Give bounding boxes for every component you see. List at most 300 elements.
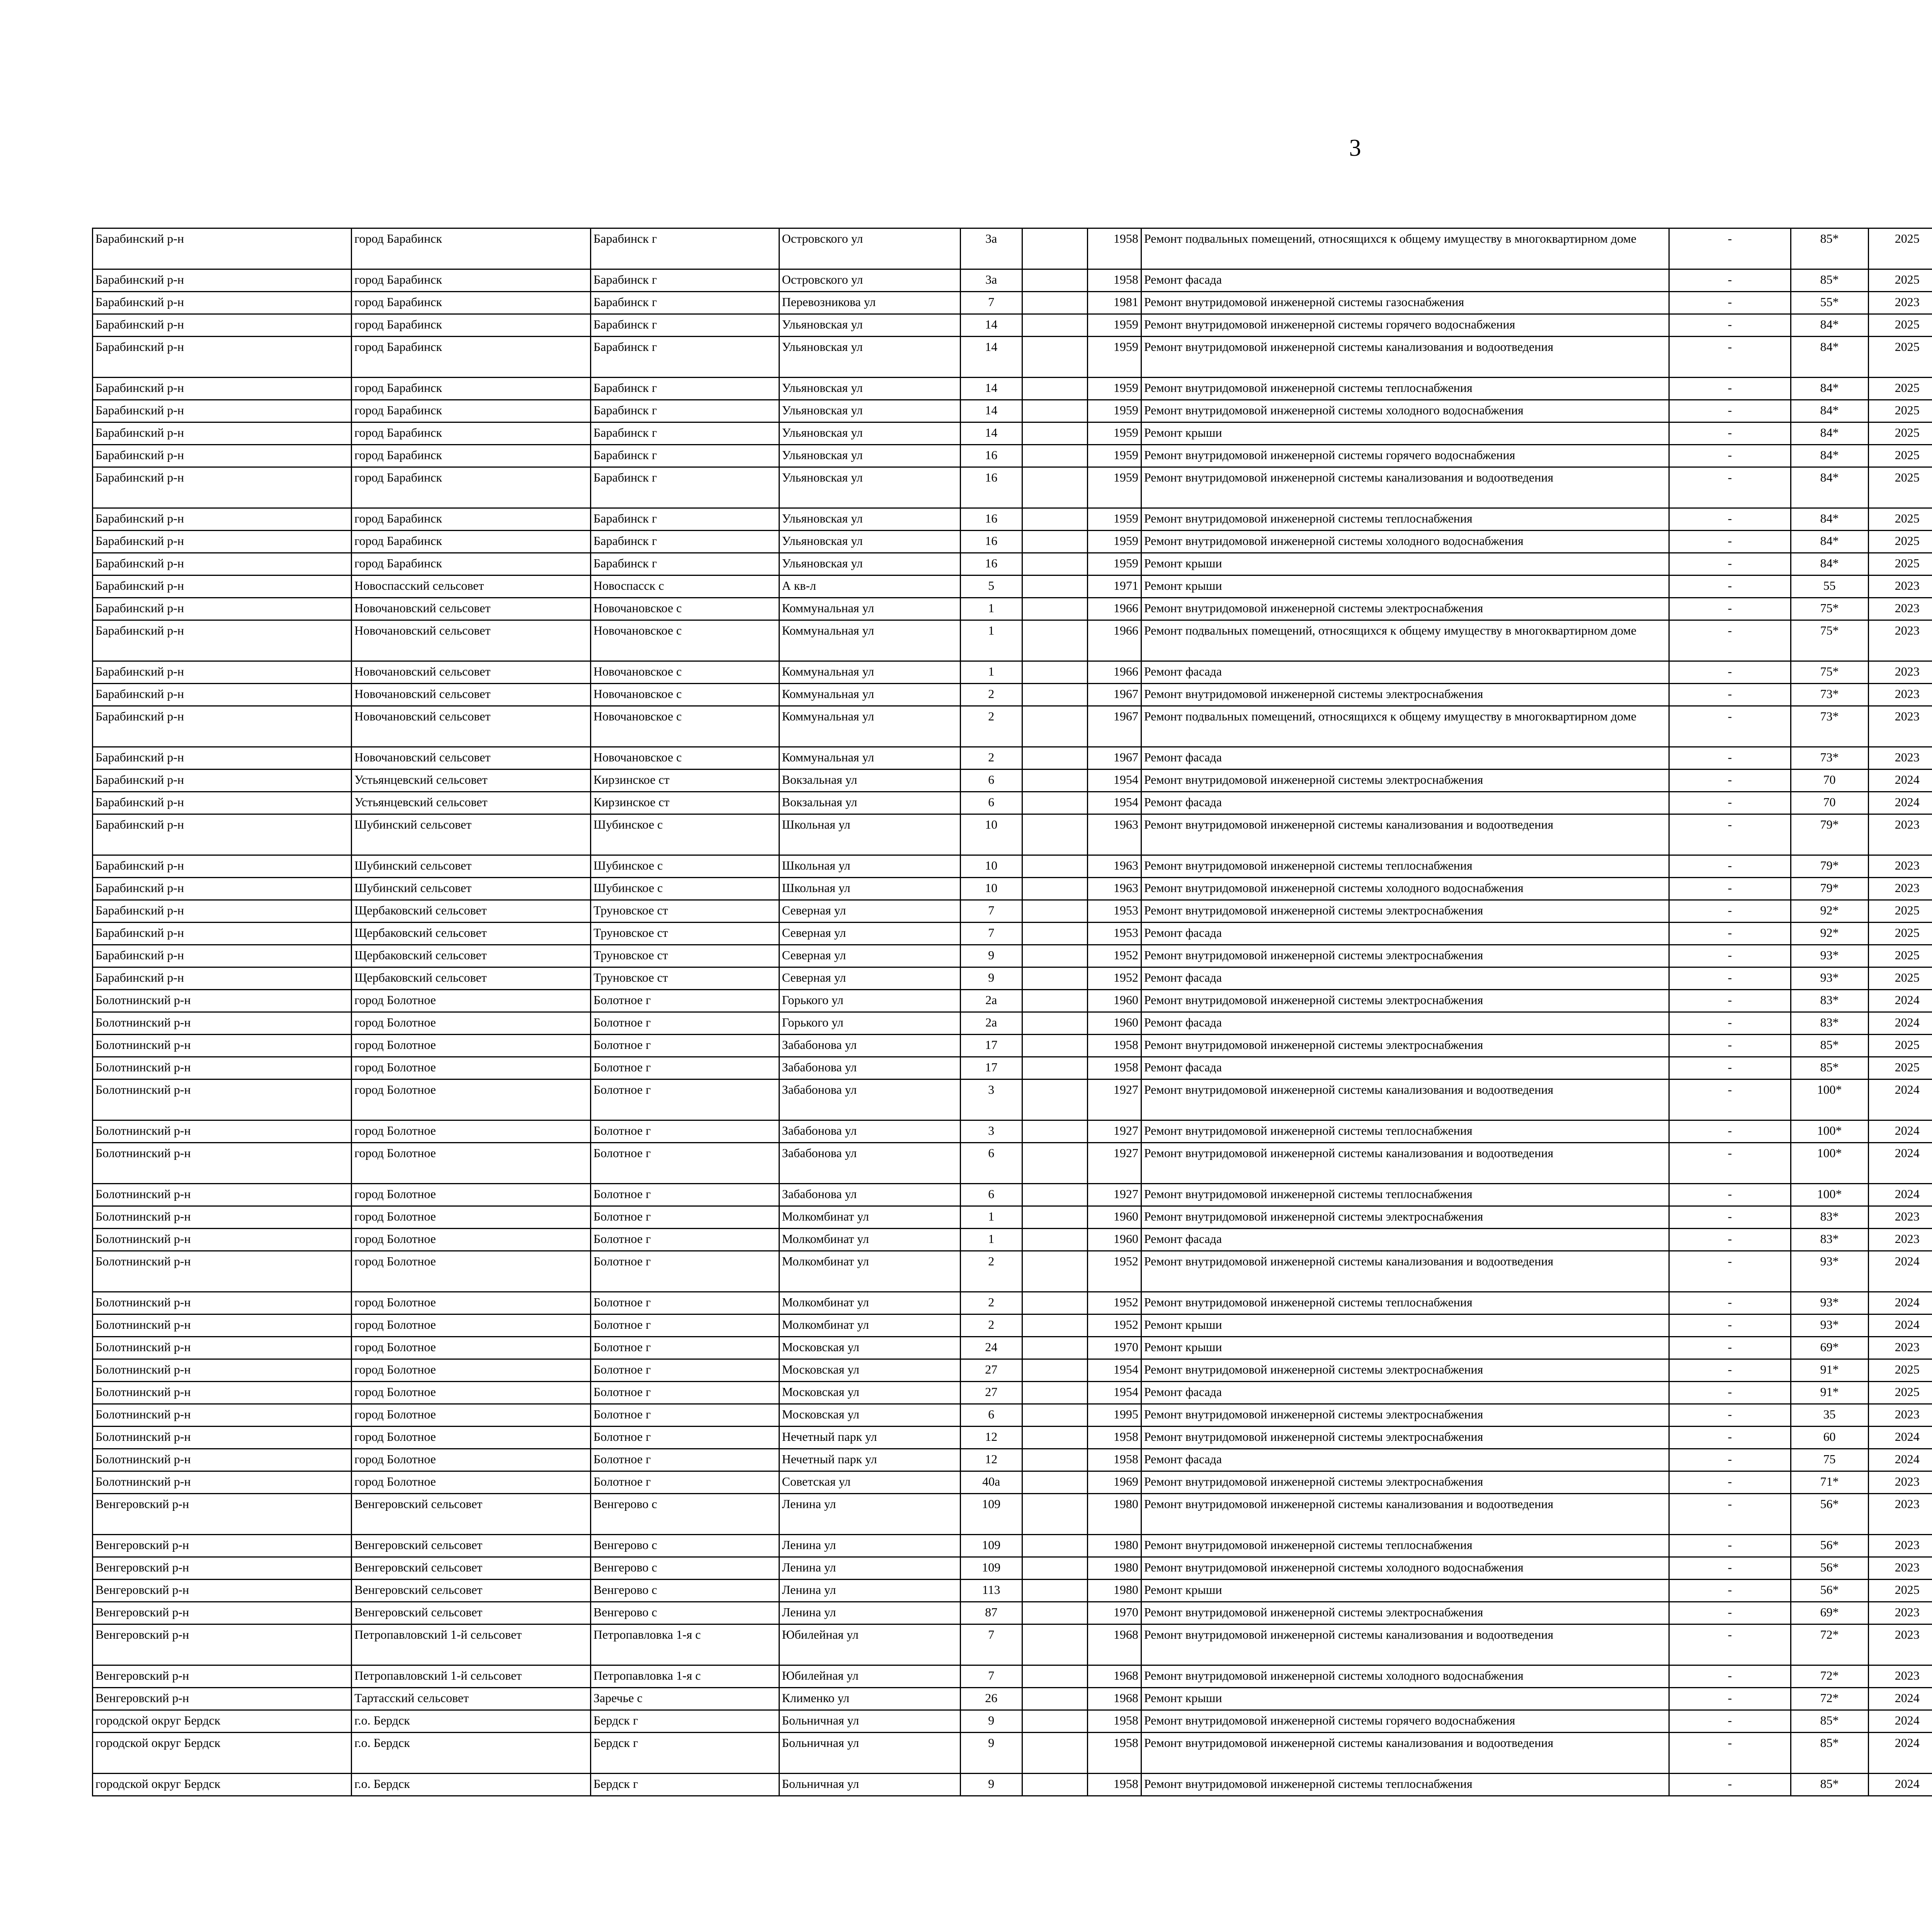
plan-year-cell: 2025 [1868,314,1932,337]
dash-cell: - [1669,467,1791,508]
municipality-cell: город Барабинск [352,269,591,292]
building-cell [1022,445,1087,467]
street-cell: Забабонова ул [779,1184,960,1206]
municipality-cell: город Болотное [352,1382,591,1404]
plan-year-cell: 2024 [1868,1314,1932,1337]
building-cell [1022,1710,1087,1733]
district-cell: Болотнинский р-н [93,1184,352,1206]
work-type-cell: Ремонт фасада [1141,792,1669,814]
settlement-cell: Петропавловка 1-я с [590,1665,779,1688]
settlement-cell: Кирзинское ст [590,792,779,814]
settlement-cell: Шубинское с [590,814,779,855]
district-cell: Венгеровский р-н [93,1624,352,1665]
house-number-cell: 14 [960,314,1022,337]
wear-percent-cell: 92* [1791,900,1868,923]
district-cell: Болотнинский р-н [93,1229,352,1251]
municipality-cell: Новочановский сельсовет [352,706,591,747]
wear-percent-cell: 72* [1791,1624,1868,1665]
work-type-cell: Ремонт внутридомовой инженерной системы электроснабжения [1141,684,1669,706]
construction-year-cell: 1958 [1087,269,1141,292]
district-cell: Барабинский р-н [93,814,352,855]
table-row [93,1580,1932,1602]
district-cell: Барабинский р-н [93,531,352,553]
municipality-cell: Венгеровский сельсовет [352,1494,591,1535]
wear-percent-cell: 93* [1791,945,1868,967]
table-row [93,900,1932,923]
dash-cell: - [1669,967,1791,990]
table-row [93,1251,1932,1292]
settlement-cell: Венгерово с [590,1557,779,1580]
wear-percent-cell: 93* [1791,1251,1868,1292]
street-cell: Больничная ул [779,1710,960,1733]
house-number-cell: 3 [960,1120,1022,1143]
plan-year-cell: 2025 [1868,1057,1932,1079]
work-type-cell: Ремонт фасада [1141,1382,1669,1404]
wear-percent-cell: 85* [1791,1035,1868,1057]
construction-year-cell: 1966 [1087,661,1141,684]
house-number-cell: 1 [960,1206,1022,1229]
building-cell [1022,531,1087,553]
house-number-cell: 6 [960,792,1022,814]
municipality-cell: город Барабинск [352,508,591,531]
district-cell: Барабинский р-н [93,706,352,747]
municipality-cell: город Болотное [352,1427,591,1449]
street-cell: Ульяновская ул [779,445,960,467]
settlement-cell: Труновское ст [590,967,779,990]
wear-percent-cell: 75* [1791,598,1868,620]
dash-cell: - [1669,1449,1791,1471]
settlement-cell: Новочановское с [590,598,779,620]
table-row [93,792,1932,814]
settlement-cell: Барабинск г [590,531,779,553]
settlement-cell: Заречье с [590,1688,779,1710]
table-row [93,923,1932,945]
settlement-cell: Барабинск г [590,378,779,400]
plan-year-cell: 2023 [1868,706,1932,747]
street-cell: Забабонова ул [779,1057,960,1079]
municipality-cell: город Болотное [352,1359,591,1382]
building-cell [1022,1624,1087,1665]
wear-percent-cell: 100* [1791,1143,1868,1184]
wear-percent-cell: 72* [1791,1688,1868,1710]
table-row [93,1337,1932,1359]
construction-year-cell: 1954 [1087,1359,1141,1382]
table-row [93,1012,1932,1035]
building-cell [1022,553,1087,575]
table-row [93,337,1932,378]
dash-cell: - [1669,706,1791,747]
table-row [93,990,1932,1012]
street-cell: Островского ул [779,269,960,292]
district-cell: Барабинский р-н [93,900,352,923]
building-cell [1022,1292,1087,1314]
wear-percent-cell: 85* [1791,1057,1868,1079]
settlement-cell: Болотное г [590,1057,779,1079]
construction-year-cell: 1969 [1087,1471,1141,1494]
construction-year-cell: 1958 [1087,1774,1141,1796]
work-type-cell: Ремонт внутридомовой инженерной системы электроснабжения [1141,770,1669,792]
construction-year-cell: 1970 [1087,1602,1141,1624]
municipality-cell: город Барабинск [352,467,591,508]
building-cell [1022,1580,1087,1602]
work-type-cell: Ремонт внутридомовой инженерной системы канализования и водоотведения [1141,1251,1669,1292]
municipality-cell: Новочановский сельсовет [352,620,591,661]
table-row [93,945,1932,967]
work-type-cell: Ремонт крыши [1141,422,1669,445]
building-cell [1022,378,1087,400]
wear-percent-cell: 35 [1791,1404,1868,1427]
dash-cell: - [1669,1337,1791,1359]
municipality-cell: город Болотное [352,1035,591,1057]
wear-percent-cell: 60 [1791,1427,1868,1449]
plan-year-cell: 2023 [1868,1494,1932,1535]
building-cell [1022,814,1087,855]
house-number-cell: 109 [960,1557,1022,1580]
street-cell: Ульяновская ул [779,422,960,445]
plan-year-cell: 2023 [1868,1557,1932,1580]
dash-cell: - [1669,445,1791,467]
construction-year-cell: 1966 [1087,598,1141,620]
street-cell: Московская ул [779,1359,960,1382]
work-type-cell: Ремонт крыши [1141,1337,1669,1359]
building-cell [1022,314,1087,337]
capital-repair-table [92,228,1932,1796]
settlement-cell: Болотное г [590,1079,779,1120]
building-cell [1022,1535,1087,1557]
wear-percent-cell: 100* [1791,1079,1868,1120]
municipality-cell: город Барабинск [352,445,591,467]
table-row [93,878,1932,900]
settlement-cell: Болотное г [590,1359,779,1382]
plan-year-cell: 2024 [1868,1688,1932,1710]
settlement-cell: Болотное г [590,990,779,1012]
construction-year-cell: 1960 [1087,990,1141,1012]
house-number-cell: 7 [960,1665,1022,1688]
wear-percent-cell: 85* [1791,1710,1868,1733]
street-cell: Молкомбинат ул [779,1251,960,1292]
dash-cell: - [1669,1314,1791,1337]
plan-year-cell: 2024 [1868,1251,1932,1292]
house-number-cell: 14 [960,337,1022,378]
street-cell: Молкомбинат ул [779,1206,960,1229]
plan-year-cell: 2023 [1868,1337,1932,1359]
municipality-cell: Щербаковский сельсовет [352,967,591,990]
settlement-cell: Венгерово с [590,1580,779,1602]
wear-percent-cell: 75* [1791,661,1868,684]
construction-year-cell: 1927 [1087,1079,1141,1120]
house-number-cell: 109 [960,1494,1022,1535]
building-cell [1022,1733,1087,1774]
municipality-cell: г.о. Бердск [352,1733,591,1774]
dash-cell: - [1669,814,1791,855]
wear-percent-cell: 85* [1791,1774,1868,1796]
street-cell: Московская ул [779,1382,960,1404]
district-cell: Болотнинский р-н [93,1079,352,1120]
table-row [93,1314,1932,1337]
construction-year-cell: 1958 [1087,1427,1141,1449]
wear-percent-cell: 56* [1791,1557,1868,1580]
construction-year-cell: 1958 [1087,1449,1141,1471]
municipality-cell: г.о. Бердск [352,1774,591,1796]
construction-year-cell: 1959 [1087,508,1141,531]
construction-year-cell: 1967 [1087,684,1141,706]
dash-cell: - [1669,1359,1791,1382]
municipality-cell: Новочановский сельсовет [352,661,591,684]
building-cell [1022,1382,1087,1404]
table-row [93,967,1932,990]
dash-cell: - [1669,1012,1791,1035]
district-cell: Болотнинский р-н [93,1449,352,1471]
settlement-cell: Труновское ст [590,900,779,923]
wear-percent-cell: 72* [1791,1665,1868,1688]
street-cell: Забабонова ул [779,1143,960,1184]
settlement-cell: Болотное г [590,1404,779,1427]
district-cell: городской округ Бердск [93,1774,352,1796]
dash-cell: - [1669,575,1791,598]
wear-percent-cell: 55 [1791,575,1868,598]
plan-year-cell: 2023 [1868,814,1932,855]
plan-year-cell: 2024 [1868,1733,1932,1774]
building-cell [1022,1012,1087,1035]
plan-year-cell: 2023 [1868,747,1932,770]
district-cell: Барабинский р-н [93,337,352,378]
street-cell: Ульяновская ул [779,314,960,337]
settlement-cell: Бердск г [590,1774,779,1796]
municipality-cell: город Барабинск [352,378,591,400]
plan-year-cell: 2024 [1868,1184,1932,1206]
work-type-cell: Ремонт фасада [1141,747,1669,770]
street-cell: Юбилейная ул [779,1624,960,1665]
table-row [93,553,1932,575]
work-type-cell: Ремонт внутридомовой инженерной системы теплоснабжения [1141,378,1669,400]
construction-year-cell: 1960 [1087,1206,1141,1229]
building-cell [1022,1035,1087,1057]
plan-year-cell: 2023 [1868,292,1932,314]
wear-percent-cell: 93* [1791,967,1868,990]
work-type-cell: Ремонт подвальных помещений, относящихся к общему имуществу в многоквартирном доме [1141,706,1669,747]
district-cell: Барабинский р-н [93,945,352,967]
plan-year-cell: 2025 [1868,553,1932,575]
wear-percent-cell: 93* [1791,1292,1868,1314]
work-type-cell: Ремонт фасада [1141,1229,1669,1251]
street-cell: Забабонова ул [779,1120,960,1143]
house-number-cell: 6 [960,1404,1022,1427]
street-cell: Молкомбинат ул [779,1292,960,1314]
building-cell [1022,1404,1087,1427]
dash-cell: - [1669,792,1791,814]
municipality-cell: город Болотное [352,1314,591,1337]
work-type-cell: Ремонт внутридомовой инженерной системы канализования и водоотведения [1141,337,1669,378]
settlement-cell: Барабинск г [590,228,779,269]
wear-percent-cell: 73* [1791,684,1868,706]
settlement-cell: Болотное г [590,1427,779,1449]
dash-cell: - [1669,314,1791,337]
settlement-cell: Новочановское с [590,684,779,706]
wear-percent-cell: 83* [1791,1012,1868,1035]
house-number-cell: 16 [960,445,1022,467]
street-cell: Ульяновская ул [779,378,960,400]
table-row [93,598,1932,620]
district-cell: Барабинский р-н [93,269,352,292]
municipality-cell: Петропавловский 1-й сельсовет [352,1665,591,1688]
house-number-cell: 2 [960,706,1022,747]
work-type-cell: Ремонт внутридомовой инженерной системы электроснабжения [1141,1035,1669,1057]
plan-year-cell: 2025 [1868,967,1932,990]
building-cell [1022,1057,1087,1079]
settlement-cell: Петропавловка 1-я с [590,1624,779,1665]
work-type-cell: Ремонт внутридомовой инженерной системы электроснабжения [1141,1427,1669,1449]
municipality-cell: город Болотное [352,1251,591,1292]
municipality-cell: Новочановский сельсовет [352,747,591,770]
work-type-cell: Ремонт крыши [1141,1688,1669,1710]
work-type-cell: Ремонт внутридомовой инженерной системы теплоснабжения [1141,1184,1669,1206]
street-cell: Ульяновская ул [779,467,960,508]
construction-year-cell: 1952 [1087,1314,1141,1337]
building-cell [1022,422,1087,445]
district-cell: Барабинский р-н [93,684,352,706]
municipality-cell: г.о. Бердск [352,1710,591,1733]
district-cell: Барабинский р-н [93,292,352,314]
municipality-cell: город Барабинск [352,531,591,553]
dash-cell: - [1669,508,1791,531]
street-cell: Ленина ул [779,1602,960,1624]
building-cell [1022,990,1087,1012]
settlement-cell: Венгерово с [590,1535,779,1557]
table-row [93,620,1932,661]
district-cell: Барабинский р-н [93,661,352,684]
building-cell [1022,900,1087,923]
work-type-cell: Ремонт внутридомовой инженерной системы электроснабжения [1141,1404,1669,1427]
work-type-cell: Ремонт внутридомовой инженерной системы канализования и водоотведения [1141,1624,1669,1665]
house-number-cell: 17 [960,1035,1022,1057]
house-number-cell: 1 [960,1229,1022,1251]
wear-percent-cell: 84* [1791,445,1868,467]
dash-cell: - [1669,1688,1791,1710]
work-type-cell: Ремонт внутридомовой инженерной системы холодного водоснабжения [1141,531,1669,553]
municipality-cell: город Болотное [352,1012,591,1035]
district-cell: Барабинский р-н [93,314,352,337]
district-cell: Венгеровский р-н [93,1580,352,1602]
table-row [93,1494,1932,1535]
settlement-cell: Труновское ст [590,923,779,945]
building-cell [1022,923,1087,945]
municipality-cell: город Болотное [352,1337,591,1359]
wear-percent-cell: 84* [1791,508,1868,531]
work-type-cell: Ремонт фасада [1141,1057,1669,1079]
dash-cell: - [1669,1035,1791,1057]
house-number-cell: 14 [960,422,1022,445]
settlement-cell: Барабинск г [590,445,779,467]
district-cell: Барабинский р-н [93,422,352,445]
wear-percent-cell: 56* [1791,1580,1868,1602]
district-cell: Барабинский р-н [93,792,352,814]
construction-year-cell: 1971 [1087,575,1141,598]
work-type-cell: Ремонт внутридомовой инженерной системы теплоснабжения [1141,1535,1669,1557]
building-cell [1022,269,1087,292]
dash-cell: - [1669,990,1791,1012]
house-number-cell: 12 [960,1427,1022,1449]
work-type-cell: Ремонт фасада [1141,923,1669,945]
construction-year-cell: 1959 [1087,422,1141,445]
district-cell: Барабинский р-н [93,923,352,945]
table-row [93,1602,1932,1624]
wear-percent-cell: 83* [1791,1229,1868,1251]
table-row [93,1120,1932,1143]
work-type-cell: Ремонт внутридомовой инженерной системы электроснабжения [1141,1471,1669,1494]
house-number-cell: 2 [960,1251,1022,1292]
street-cell: Горького ул [779,1012,960,1035]
district-cell: городской округ Бердск [93,1733,352,1774]
settlement-cell: Барабинск г [590,400,779,422]
settlement-cell: Кирзинское ст [590,770,779,792]
work-type-cell: Ремонт внутридомовой инженерной системы теплоснабжения [1141,855,1669,878]
district-cell: Венгеровский р-н [93,1602,352,1624]
dash-cell: - [1669,1535,1791,1557]
house-number-cell: 14 [960,400,1022,422]
work-type-cell: Ремонт фасада [1141,967,1669,990]
municipality-cell: город Болотное [352,1471,591,1494]
street-cell: Ульяновская ул [779,553,960,575]
house-number-cell: 10 [960,878,1022,900]
building-cell [1022,292,1087,314]
district-cell: Барабинский р-н [93,508,352,531]
district-cell: Болотнинский р-н [93,1427,352,1449]
building-cell [1022,1557,1087,1580]
table-row [93,1206,1932,1229]
house-number-cell: 7 [960,923,1022,945]
street-cell: Забабонова ул [779,1079,960,1120]
table-row [93,747,1932,770]
municipality-cell: Устьянцевский сельсовет [352,792,591,814]
wear-percent-cell: 84* [1791,400,1868,422]
wear-percent-cell: 84* [1791,531,1868,553]
building-cell [1022,1602,1087,1624]
street-cell: Нечетный парк ул [779,1449,960,1471]
construction-year-cell: 1952 [1087,967,1141,990]
municipality-cell: Венгеровский сельсовет [352,1535,591,1557]
district-cell: Барабинский р-н [93,467,352,508]
building-cell [1022,1688,1087,1710]
construction-year-cell: 1968 [1087,1624,1141,1665]
building-cell [1022,337,1087,378]
plan-year-cell: 2025 [1868,508,1932,531]
dash-cell: - [1669,1494,1791,1535]
house-number-cell: 1 [960,620,1022,661]
table-row [93,1427,1932,1449]
plan-year-cell: 2024 [1868,1427,1932,1449]
wear-percent-cell: 56* [1791,1494,1868,1535]
municipality-cell: Венгеровский сельсовет [352,1602,591,1624]
building-cell [1022,770,1087,792]
street-cell: Коммунальная ул [779,661,960,684]
settlement-cell: Новочановское с [590,620,779,661]
construction-year-cell: 1959 [1087,553,1141,575]
table-row [93,531,1932,553]
construction-year-cell: 1927 [1087,1184,1141,1206]
table-row [93,1359,1932,1382]
street-cell: Коммунальная ул [779,747,960,770]
street-cell: Вокзальная ул [779,792,960,814]
work-type-cell: Ремонт внутридомовой инженерной системы теплоснабжения [1141,1120,1669,1143]
house-number-cell: 9 [960,1710,1022,1733]
table-row [93,1557,1932,1580]
settlement-cell: Болотное г [590,1143,779,1184]
settlement-cell: Болотное г [590,1251,779,1292]
building-cell [1022,855,1087,878]
street-cell: Ульяновская ул [779,337,960,378]
municipality-cell: город Барабинск [352,292,591,314]
street-cell: Молкомбинат ул [779,1314,960,1337]
